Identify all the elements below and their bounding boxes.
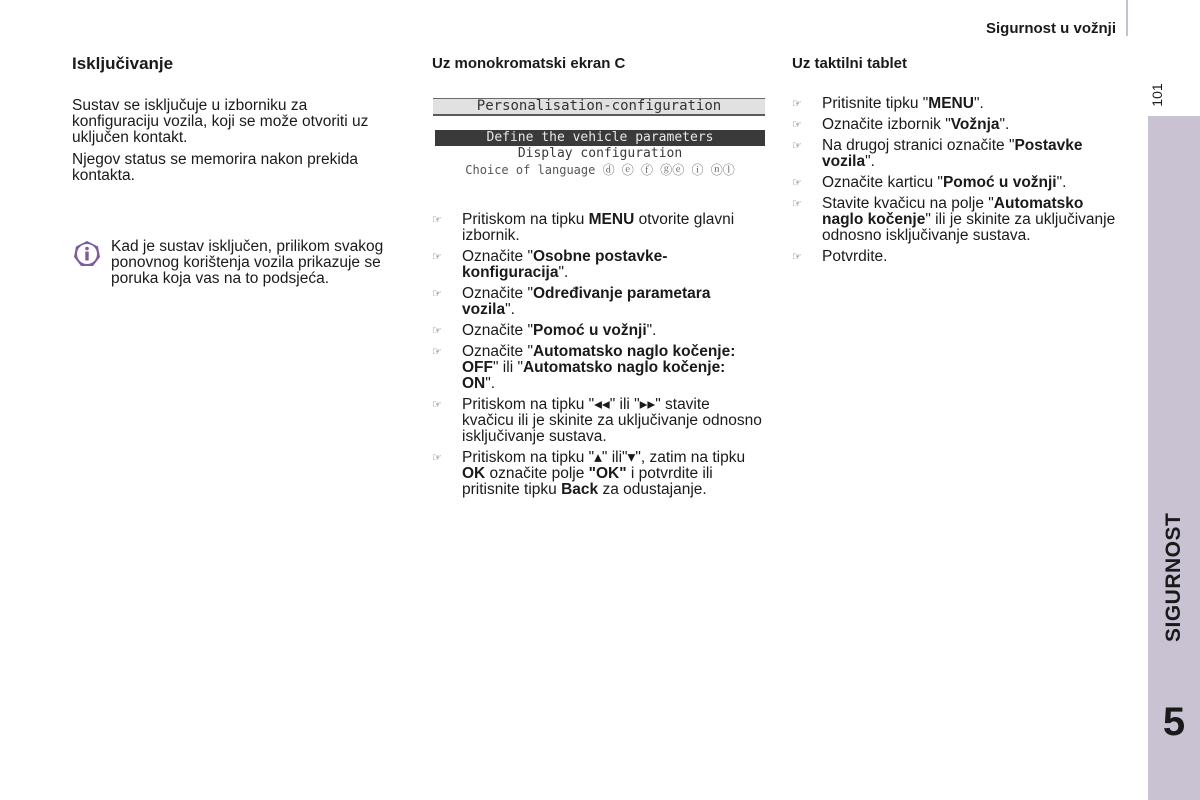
column-1 (72, 54, 392, 190)
page-number: 101 (1149, 83, 1165, 107)
steps-list-tablet (792, 96, 1122, 270)
pointing-hand-icon: ☞ (432, 346, 442, 358)
step-item: ☞ Pritiskom na tipku MENU otvorite glavni izbornik. (432, 211, 735, 244)
pointing-hand-icon: ☞ (432, 399, 442, 411)
steps-list-mono (432, 212, 762, 503)
step-item: ☞ Označite "Osobne postavke-konfiguracija". (432, 248, 668, 281)
pointing-hand-icon: ☞ (432, 288, 442, 300)
pointing-hand-icon: ☞ (792, 251, 802, 263)
step-item: ☞ Označite "Automatsko naglo kočenje: OFF" ili "Automatsko naglo kočenje: ON". (432, 343, 736, 392)
chapter-tab (1148, 116, 1200, 800)
lcd-menu-item-selected: Define the vehicle parameters (435, 130, 765, 146)
lcd-menu-title: Personalisation-configuration (433, 98, 765, 116)
header-divider (1126, 0, 1128, 36)
pointing-hand-icon: ☞ (792, 140, 802, 152)
pointing-hand-icon: ☞ (792, 98, 802, 110)
step-item: ☞ Pritisnite tipku "MENU". (792, 95, 984, 112)
step-item: ☞ Pritiskom na tipku "▴" ili"▾", zatim na tipku OK označite polje "OK" i potvrdite ili pritisnite tipku Back za odustajanje. (432, 449, 746, 498)
chapter-tab-label: SIGURNOST (1162, 512, 1185, 642)
pointing-hand-icon: ☞ (432, 325, 442, 337)
step-item: ☞ Označite "Pomoć u vožnji". (432, 322, 657, 339)
paragraph: Njegov status se memorira nakon prekida kontakta. (72, 151, 359, 184)
chapter-number: 5 (1162, 700, 1186, 744)
page-header-title: Sigurnost u vožnji (986, 20, 1116, 37)
pointing-hand-icon: ☞ (792, 177, 802, 189)
step-item: ☞ Označite "Određivanje parametara vozila". (432, 285, 711, 318)
column-heading-mono-screen: Uz monokromatski ekran C (432, 55, 626, 72)
info-note: Kad je sustav isključen, prilikom svakog ponovnog korištenja vozila prikazuje se poruka koja vas na to podsjeća. (111, 238, 384, 287)
pointing-hand-icon: ☞ (792, 119, 802, 131)
pointing-hand-icon: ☞ (792, 198, 802, 210)
column-heading-touch-tablet: Uz taktilni tablet (792, 55, 908, 72)
step-item: ☞ Na drugoj stranici označite "Postavke vozila". (792, 137, 1083, 170)
pointing-hand-icon: ☞ (432, 452, 442, 464)
step-item: ☞ Potvrdite. (792, 248, 888, 265)
step-item: ☞ Stavite kvačicu na polje "Automatsko naglo kočenje" ili je skinite za uključivanje odnosno isključivanje sustava. (792, 195, 1116, 244)
paragraph: Sustav se isključuje u izborniku za konfiguraciju vozila, koji se može otvoriti uz uključen kontakt. (72, 97, 369, 146)
step-item: ☞ Pritiskom na tipku "◂◂" ili "▸▸" stavite kvačicu ili je skinite za uključivanje odnosno isključivanje sustava. (432, 396, 762, 445)
section-heading: Isključivanje (72, 54, 174, 73)
lcd-menu-item: Display configuration (517, 146, 683, 161)
step-item: ☞ Označite izbornik "Vožnja". (792, 116, 1010, 133)
lcd-menu-item: Choice of language ⓓ ⓔ ⓕ ⓖⓔ ⓘ ⓝⓛ (465, 163, 735, 177)
pointing-hand-icon: ☞ (432, 214, 442, 226)
step-item: ☞ Označite karticu "Pomoć u vožnji". (792, 174, 1067, 191)
pointing-hand-icon: ☞ (432, 251, 442, 263)
monochrome-screen-c (433, 98, 765, 184)
info-icon (72, 239, 102, 269)
